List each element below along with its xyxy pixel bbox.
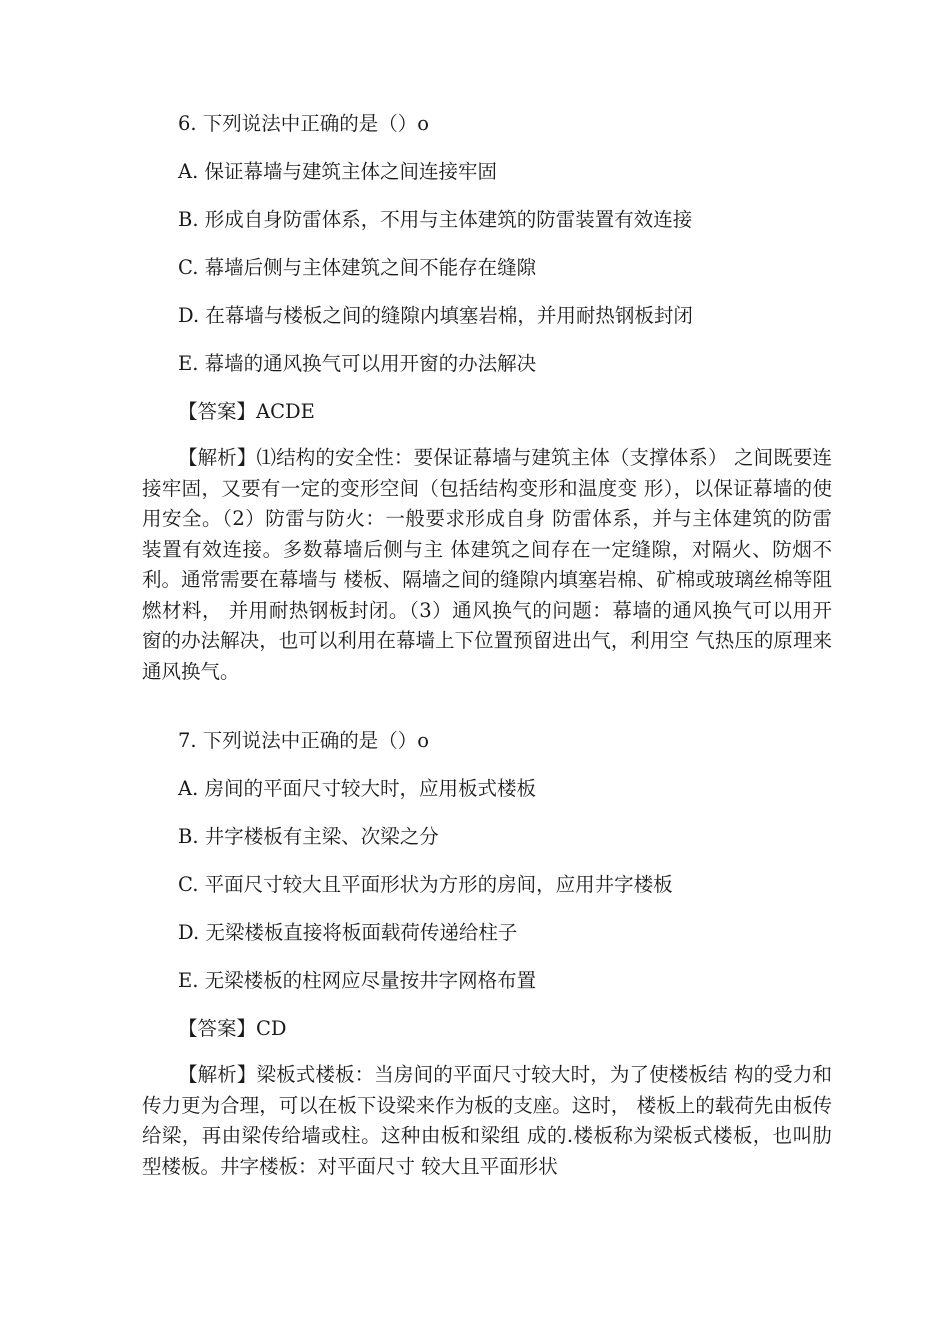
- question-7-option-a: A. 房间的平面尺寸较大时，应用板式楼板: [178, 777, 536, 800]
- question-6-stem: 6. 下列说法中正确的是（）o: [178, 112, 430, 135]
- question-6-option-a: A. 保证幕墙与建筑主体之间连接牢固: [178, 160, 497, 183]
- question-7-option-c: C. 平面尺寸较大且平面形状为方形的房间，应用井字楼板: [178, 873, 673, 896]
- question-6-option-b: B. 形成自身防雷体系，不用与主体建筑的防雷装置有效连接: [178, 208, 693, 231]
- question-7-stem: 7. 下列说法中正确的是（）o: [178, 729, 430, 752]
- question-7-analysis: 【解析】梁板式楼板：当房间的平面尺寸较大时，为了使楼板结 构的受力和传力更为合理，可以在板下设梁来作为板的支座。这时， 楼板上的载荷先由板传给梁，再由梁传给墙或柱。这种由板和梁组 成的.楼板称为梁板式楼板，也叫肋型楼板。井字楼板：对平面尺寸 较大且平面形状: [142, 1063, 832, 1178]
- question-6-option-e: E. 幕墙的通风换气可以用开窗的办法解决: [178, 352, 537, 375]
- question-6-analysis: 【解析】⑴结构的安全性：要保证幕墙与建筑主体（支撑体系） 之间既要连接牢固，又要有一定的变形空间（包括结构变形和温度变 形），以保证幕墙的使用安全。（2）防雷与防火：一般要求形成自身 防雷体系，并与主体建筑的防雷装置有效连接。多数幕墙后侧与主 体建筑之间存在一定缝隙，对隔火、防烟不利。通常需要在幕墙与 楼板、隔墙之间的缝隙内填塞岩棉、矿棉或玻璃丝棉等阻燃材料， 并用耐热钢板封闭。（3）通风换气的问题：幕墙的通风换气可以用开 窗的办法解决，也可以利用在幕墙上下位置预留进出气，利用空 气热压的原理来通风换气。: [142, 446, 832, 683]
- question-6-answer: 【答案】ACDE: [178, 400, 315, 423]
- question-7-option-e: E. 无梁楼板的柱网应尽量按井字网格布置: [178, 969, 537, 992]
- question-7-option-b: B. 井字楼板有主梁、次梁之分: [178, 825, 439, 848]
- question-6-option-d: D. 在幕墙与楼板之间的缝隙内填塞岩棉，并用耐热钢板封闭: [178, 304, 693, 327]
- question-7-answer: 【答案】CD: [178, 1017, 287, 1040]
- question-7-option-d: D. 无梁楼板直接将板面载荷传递给柱子: [178, 921, 518, 944]
- question-6-option-c: C. 幕墙后侧与主体建筑之间不能存在缝隙: [178, 256, 537, 279]
